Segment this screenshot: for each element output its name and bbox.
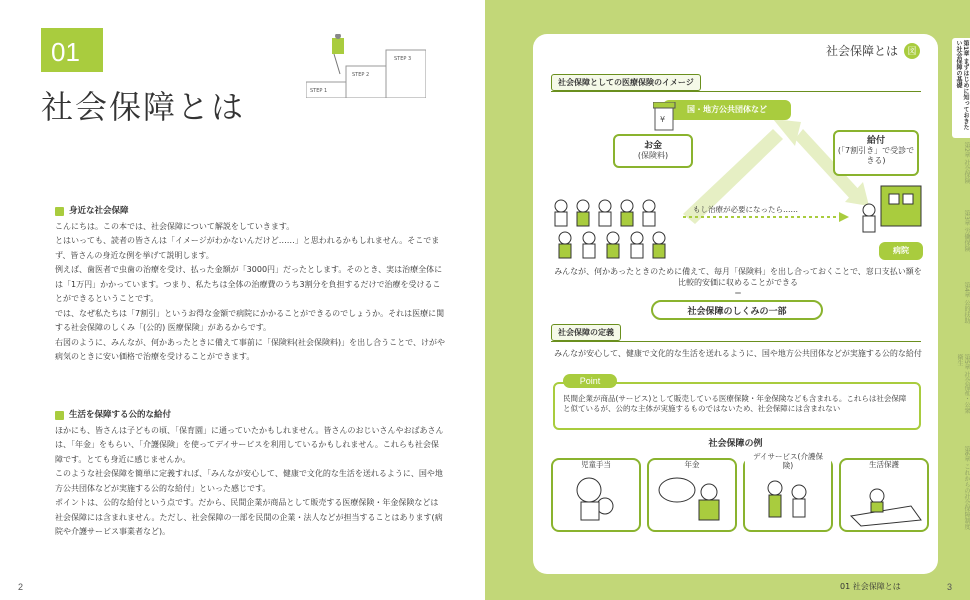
page-number-left: 2: [18, 582, 24, 592]
money-node: お金 (保険料): [613, 134, 693, 168]
figure-panel: [533, 34, 938, 574]
paragraph: では、なぜ私たちは「7割引」というお得な金額で病院にかかることができるのでしょうか。それは医療に関する社会保障のしくみ「(公的) 医療保険」があるからです。: [55, 308, 445, 332]
child-illustration: [553, 466, 639, 530]
chapter-tab[interactable]: 第1章 まずはじめに知っておきたい社会保障の基礎: [952, 38, 970, 138]
step3-label: STEP 3: [394, 56, 412, 62]
paragraph: 例えば、歯医者で虫歯の治療を受け、払った金額が「3000円」だったとします。そのとき、実は治療全体には「1万円」かかっています。つまり、私たちは全体の治療費のうち3割分を負担するだけで治療を受けることができるということです。: [55, 265, 443, 303]
figure-badge: 図: [904, 43, 920, 59]
hospital-illustration: [859, 184, 925, 240]
chapter-tab[interactable]: 第2章 社会保険: [963, 142, 970, 184]
people-illustration: [551, 194, 671, 264]
svg-text:¥: ¥: [660, 115, 666, 124]
welfare-illustration: [841, 466, 927, 530]
example-card: [647, 458, 737, 532]
chapter-tabs: [950, 38, 970, 578]
pension-illustration: [649, 466, 735, 530]
system-part-pill: 社会保障のしくみの一部: [651, 300, 823, 320]
chapter-tab[interactable]: 第4章 公的扶助: [963, 282, 970, 324]
example-card: [839, 458, 929, 532]
section-familiar: [55, 204, 445, 365]
page-title: 社会保障とは: [41, 88, 246, 126]
coin-jar-icon: [653, 102, 677, 132]
gov-node: 国・地方公共団体など: [663, 100, 791, 120]
section-public-benefit: [55, 408, 445, 540]
paragraph: このような社会保障を簡単に定義すれば、「みんなが安心して、健康で文化的な生活を送れるように、国や地方公共団体などが実施する公的な給付」といった感じです。: [55, 469, 443, 493]
chapter-tab[interactable]: 第5章 社会福祉・公衆衛生: [956, 354, 970, 414]
section-marker-icon: [55, 207, 64, 216]
chapter-tab[interactable]: 第6章 これからの社会保障制度: [963, 446, 970, 530]
definition-label: 社会保障の定義: [551, 324, 621, 341]
example-label: 生活保護: [865, 460, 903, 469]
paragraph: こんにちは。この本では、社会保障について解説をしていきます。: [55, 221, 295, 231]
example-card: [743, 452, 833, 532]
section-heading: 身近な社会保障: [69, 206, 129, 216]
equals-sign: ＝: [734, 289, 742, 298]
paragraph: とはいっても、読者の皆さんは「イメージがわかないんだけど……」と思われるかもしれません。そこでまず、皆さんの身近な例を挙げて説明します。: [55, 236, 440, 260]
point-box: [553, 382, 921, 430]
right-page: [485, 0, 970, 600]
footer-label: 01 社会保障とは: [840, 582, 901, 591]
example-card: [551, 458, 641, 532]
step2-label: STEP 2: [352, 72, 370, 78]
chapter-tab[interactable]: 第3章 労働保険: [963, 210, 970, 252]
point-text: 民間企業が商品(サービス)として販売している医療保険・年金保険なども含まれる。これらは社会保障と似ているが、公的な主体が実施するものではないため、社会保障には含まれない: [563, 394, 907, 413]
stairs-illustration: [306, 34, 426, 98]
paragraph: ポイントは、公的な給付という点です。だから、民間企業が商品として販売する医療保険・年金保険などは社会保障には含まれません。ただし、社会保障の一部を民間の企業・法人などが担当することはあります(病院や介護サービス事業者など)。: [55, 498, 443, 536]
page-number-right: 3: [947, 582, 953, 592]
section-heading: 生活を保障する公的な給付: [69, 410, 172, 420]
day-service-illustration: [745, 470, 831, 534]
image-subtitle: 社会保障としての医療保険のイメージ: [551, 74, 701, 91]
section-marker-icon: [55, 411, 64, 420]
examples-title: 社会保障の例: [708, 439, 763, 449]
definition-text: みんなが安心して、健康で文化的な生活を送れるように、国や地方公共団体などが実施する公的な給付: [554, 349, 922, 358]
flow-caption: みんなが、何かあったときのために備えて、毎月「保険料」を出し合っておくことで、窓口支払い額を比較的安価に収めることができる: [554, 267, 922, 287]
hospital-node: 病院: [879, 242, 923, 260]
example-label: 児童手当: [577, 460, 615, 469]
figure-title: 社会保障とは 図: [826, 42, 920, 59]
if-sick-text: もし治療が必要になったら……: [693, 205, 798, 214]
example-label: 年金: [681, 460, 704, 469]
chapter-number: 01: [41, 28, 103, 72]
benefit-node: 給付 (「7割引き」で受診できる): [833, 130, 919, 176]
paragraph: 右図のように、みんなが、何かあったときに備えて事前に「保険料(社会保険料)」を出し合うことで、けがや病気のときに安い価格で治療を受けることができます。: [55, 337, 445, 361]
example-label: デイサービス(介護保険): [745, 452, 831, 470]
point-tag: Point: [563, 374, 617, 388]
step1-label: STEP 1: [310, 88, 328, 94]
divider: [551, 341, 921, 342]
paragraph: ほかにも、皆さんは子どもの頃、「保育園」に通っていたかもしれません。皆さんのおじいさんやおばあさんは、「年金」をもらい、「介護保険」を使ってデイサービスを利用しているかもしれません。これらも社会保障です。とても身近に感じませんか。: [55, 425, 444, 464]
